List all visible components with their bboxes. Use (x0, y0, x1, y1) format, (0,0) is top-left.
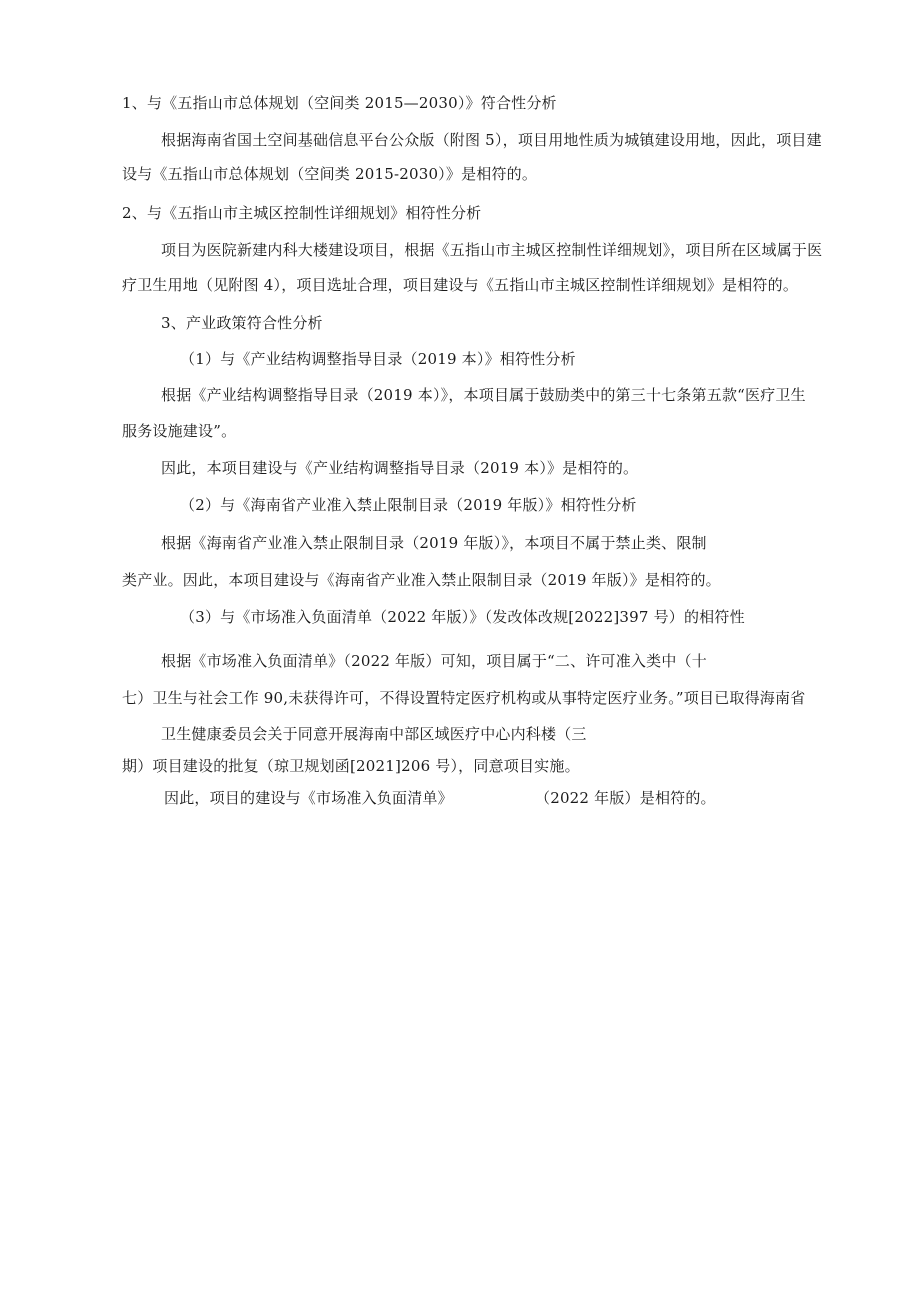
paragraph-catalogue-line-1: 根据《产业结构调整指导目录（2019 本）》，本项目属于鼓励类中的第三十七条第五款“医疗卫生 (161, 386, 806, 404)
subheading-3-negative-list: （3）与《市场准入负面清单（2022 年版）》（发改体改规[2022]397 号）的相符性 (180, 608, 745, 626)
paragraph-detailed-plan-line-2: 疗卫生用地（见附图 4），项目选址合理，项目建设与《五指山市主城区控制性详细规划》是相符的。 (122, 276, 799, 294)
paragraph-catalogue-conclusion: 因此，本项目建设与《产业结构调整指导目录（2019 本）》是相符的。 (161, 459, 639, 477)
subheading-2-hainan-list: （2）与《海南省产业准入禁止限制目录（2019 年版）》相符性分析 (180, 496, 637, 514)
paragraph-master-plan-line-2: 设与《五指山市总体规划（空间类 2015-2030）》是相符的。 (122, 165, 538, 183)
paragraph-hainan-list-line-2: 类产业。因此，本项目建设与《海南省产业准入禁止限制目录（2019 年版）》是相符的。 (122, 571, 721, 589)
paragraph-negative-list-line-3: 卫生健康委员会关于同意开展海南中部区域医疗中心内科楼（三 (161, 725, 587, 743)
heading-1-master-plan: 1、与《五指山市总体规划（空间类 2015—2030）》符合性分析 (122, 94, 557, 112)
heading-2-detailed-plan: 2、与《五指山市主城区控制性详细规划》相符性分析 (122, 204, 482, 222)
subheading-1-catalogue: （1）与《产业结构调整指导目录（2019 本）》相符性分析 (180, 350, 576, 368)
paragraph-catalogue-line-2: 服务设施建设”。 (122, 422, 237, 440)
paragraph-negative-list-conclusion-part-1: 因此，项目的建设与《市场准入负面清单》 (164, 789, 453, 807)
paragraph-master-plan-line-1: 根据海南省国土空间基础信息平台公众版（附图 5），项目用地性质为城镇建设用地，因此，项目建 (161, 131, 822, 149)
paragraph-detailed-plan-line-1: 项目为医院新建内科大楼建设项目，根据《五指山市主城区控制性详细规划》，项目所在区域属于医 (161, 241, 823, 259)
paragraph-negative-list-line-2: 七）卫生与社会工作 90,未获得许可，不得设置特定医疗机构或从事特定医疗业务。”项目已取得海南省 (122, 689, 806, 707)
heading-3-industry-policy: 3、产业政策符合性分析 (161, 314, 323, 332)
paragraph-negative-list-conclusion-part-2: （2022 年版）是相符的。 (535, 789, 716, 807)
paragraph-negative-list-line-1: 根据《市场准入负面清单》（2022 年版）可知，项目属于“二、许可准入类中（十 (161, 652, 707, 670)
paragraph-negative-list-line-4: 期）项目建设的批复（琼卫规划函[2021]206 号），同意项目实施。 (122, 757, 580, 775)
paragraph-hainan-list-line-1: 根据《海南省产业准入禁止限制目录（2019 年版）》，本项目不属于禁止类、限制 (161, 534, 707, 552)
